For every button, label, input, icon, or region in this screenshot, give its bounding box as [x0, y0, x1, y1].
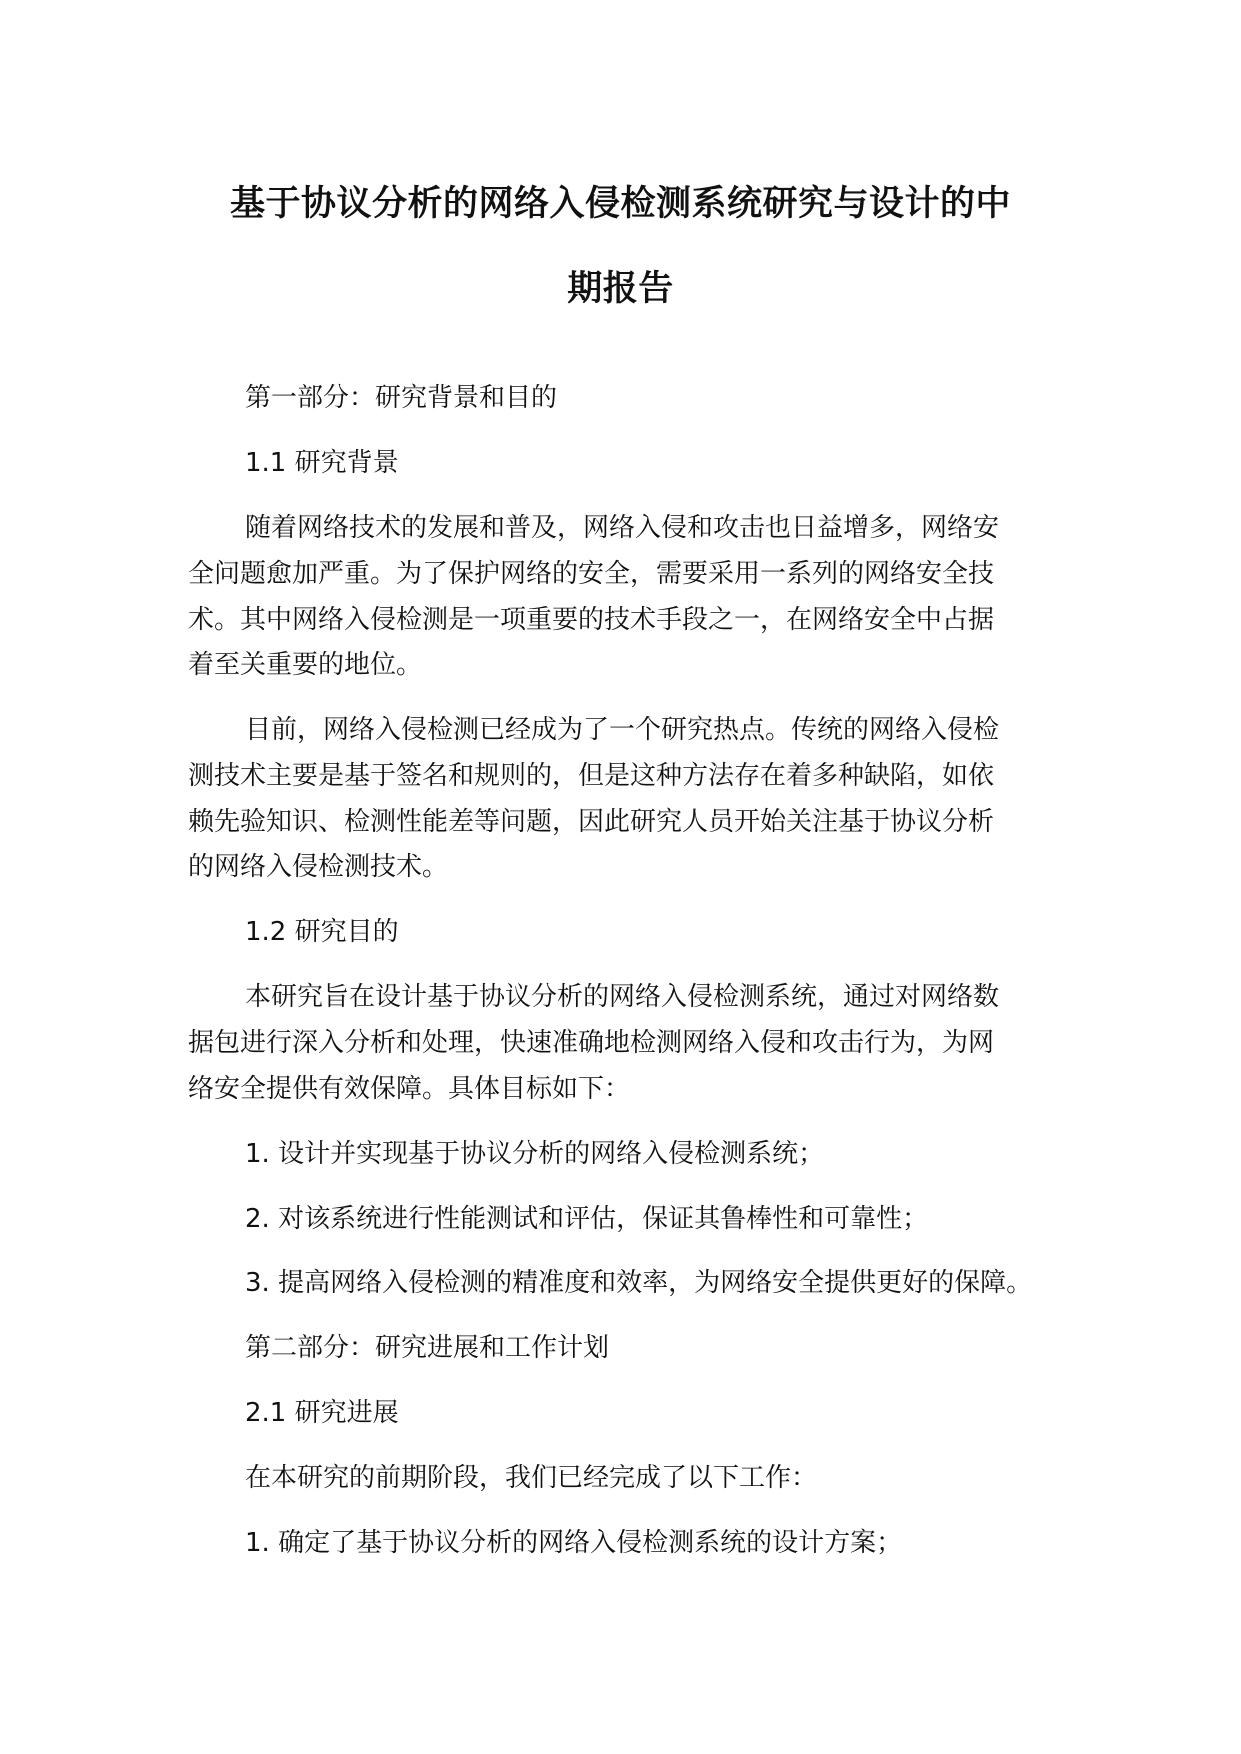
- paragraph-line: 据包进行深入分析和处理，快速准确地检测网络入侵和攻击行为，为网: [188, 1028, 995, 1058]
- paragraph-line: 络安全提供有效保障。具体目标如下：: [188, 1074, 631, 1104]
- subsection-heading: 1.2 研究目的: [245, 917, 399, 947]
- list-item: 1. 确定了基于协议分析的网络入侵检测系统的设计方案；: [245, 1528, 903, 1558]
- paragraph-line: 着至关重要的地位。: [188, 650, 423, 680]
- paragraph-line: 的网络入侵检测技术。: [188, 852, 449, 882]
- section-heading: 第二部分：研究进展和工作计划: [245, 1333, 610, 1363]
- paragraph-line: 本研究旨在设计基于协议分析的网络入侵检测系统，通过对网络数: [245, 982, 1000, 1012]
- paragraph-line: 术。其中网络入侵检测是一项重要的技术手段之一，在网络安全中占据: [188, 605, 995, 635]
- list-item: 3. 提高网络入侵检测的精准度和效率，为网络安全提供更好的保障。: [245, 1268, 1033, 1298]
- paragraph-line: 在本研究的前期阶段，我们已经完成了以下工作：: [245, 1463, 818, 1493]
- document-title-line-1: 基于协议分析的网络入侵检测系统研究与设计的中: [229, 184, 1011, 224]
- document-title-line-2: 期报告: [567, 269, 674, 309]
- paragraph-line: 赖先验知识、检测性能差等问题，因此研究人员开始关注基于协议分析: [188, 807, 995, 837]
- paragraph-line: 测技术主要是基于签名和规则的，但是这种方法存在着多种缺陷，如依: [188, 761, 995, 791]
- paragraph-line: 目前，网络入侵检测已经成为了一个研究热点。传统的网络入侵检: [245, 715, 1000, 745]
- subsection-heading: 2.1 研究进展: [245, 1398, 399, 1428]
- subsection-heading: 1.1 研究背景: [245, 448, 399, 478]
- list-item: 2. 对该系统进行性能测试和评估，保证其鲁棒性和可靠性；: [245, 1204, 929, 1234]
- paragraph-line: 全问题愈加严重。为了保护网络的安全，需要采用一系列的网络安全技: [188, 559, 995, 589]
- list-item: 1. 设计并实现基于协议分析的网络入侵检测系统；: [245, 1139, 825, 1169]
- section-heading: 第一部分：研究背景和目的: [245, 383, 558, 413]
- paragraph-line: 随着网络技术的发展和普及，网络入侵和攻击也日益增多，网络安: [245, 513, 1000, 543]
